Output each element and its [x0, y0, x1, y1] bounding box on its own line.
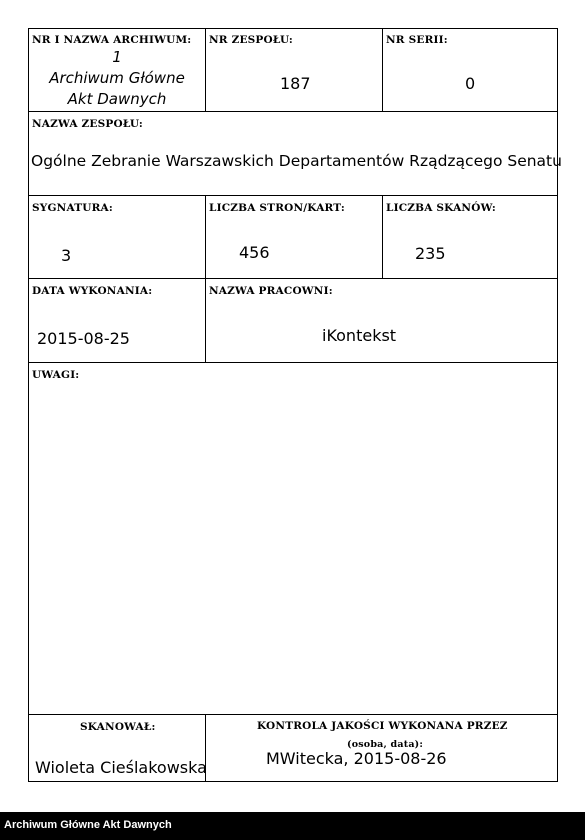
quality-control-cell [205, 714, 557, 781]
series-cell [382, 29, 557, 111]
fond-name-label: NAZWA ZESPOŁU: [32, 118, 143, 130]
metadata-form [28, 28, 562, 782]
scanned-by-label: SKANOWAŁ: [80, 721, 156, 733]
scanned-by-cell [29, 714, 205, 781]
scanned-by-value: Wioleta Cieślakowska [35, 758, 207, 777]
fond-number-value: 187 [280, 74, 311, 93]
archive-number: 1 [112, 48, 122, 66]
scans-cell [382, 195, 557, 278]
notes-label: UWAGI: [32, 369, 80, 381]
signature-label: SYGNATURA: [32, 202, 113, 214]
series-value: 0 [465, 74, 476, 93]
fond-name-cell [29, 111, 562, 195]
pages-label: LICZBA STRON/KART: [209, 202, 345, 214]
scans-value: 235 [415, 244, 446, 263]
lab-label: NAZWA PRACOWNI: [209, 285, 333, 297]
date-label: DATA WYKONANIA: [32, 285, 153, 297]
date-value: 2015-08-25 [37, 329, 130, 348]
series-label: NR SERII: [386, 34, 448, 46]
scans-label: LICZBA SKANÓW: [386, 202, 496, 214]
quality-control-sublabel: (osoba, data): [347, 739, 424, 750]
fond-name-value: Ogólne Zebranie Warszawskich Departamentów Rządzącego Senatu [31, 152, 562, 170]
date-cell [29, 278, 205, 362]
fond-number-label: NR ZESPOŁU: [209, 34, 294, 46]
lab-value: iKontekst [322, 326, 397, 345]
lab-cell [205, 278, 557, 362]
signature-cell [29, 195, 205, 278]
quality-control-label: KONTROLA JAKOŚCI WYKONANA PRZEZ [257, 720, 508, 732]
pages-value: 456 [239, 243, 270, 262]
fond-number-cell [205, 29, 382, 111]
archive-name-line2: Akt Dawnych [67, 90, 167, 108]
footer-bar [0, 812, 585, 840]
pages-cell [205, 195, 382, 278]
quality-control-value: MWitecka, 2015-08-26 [266, 749, 447, 768]
archive-name-line1: Archiwum Główne [49, 69, 185, 87]
notes-cell [29, 362, 557, 714]
archive-label: NR I NAZWA ARCHIWUM: [32, 34, 192, 46]
archive-cell [29, 29, 205, 111]
footer-text: Archiwum Główne Akt Dawnych [4, 819, 172, 831]
signature-value: 3 [61, 246, 72, 265]
